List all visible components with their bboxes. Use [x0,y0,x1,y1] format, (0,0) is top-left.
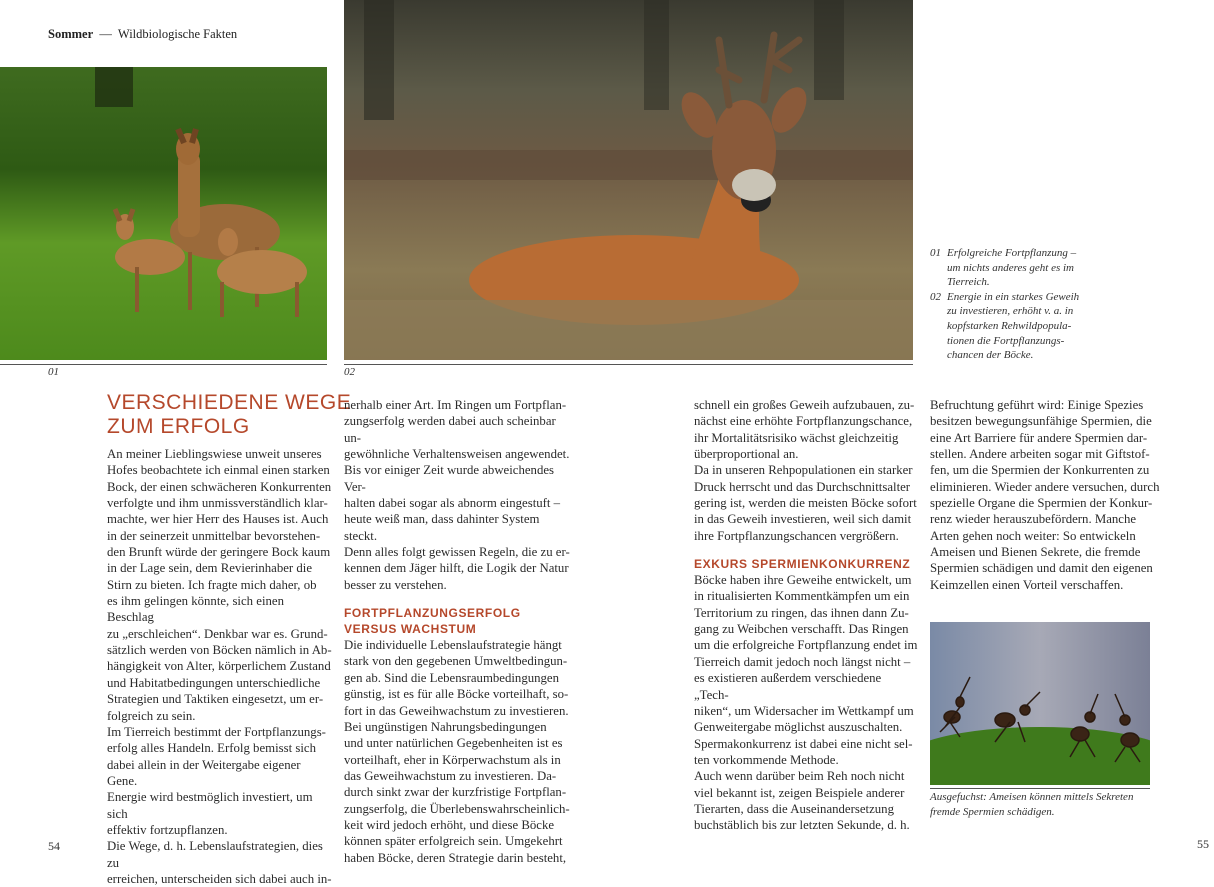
caption-01: 01 Erfolgreiche Fortpflanzung – um nichts anderes geht es im Tierreich. [930,247,1077,289]
figure-rule-ants [930,788,1150,789]
paragraph: Die Wege, d. h. Lebenslaufstrategien, dies zu erreichen, unterscheiden sich dabei auch in- [107,839,332,886]
text-column-3 [694,397,919,834]
photo-captions [930,246,1100,363]
text-column-1 [107,446,332,887]
running-header [48,27,237,42]
paragraph: nerhalb einer Art. Im Ringen um Fortpflan- zungserfolg werden dabei auch scheinbar un- gewöhnliche Verhaltensweisen angewendet. Bis vor einiger Zeit wurde abweichendes Ver- halten dabei sogar als abnorm eingestuft – heute weiß man, dass dahinter System steckt. Denn alles folgt gewissen Regeln, die zu er- kennen dem Jäger hilft, die Logik der Natur besser zu verstehen. [344,398,570,592]
paragraph: Auch wenn darüber beim Reh noch nicht viel bekannt ist, zeigen Beispiele anderer Tierarten, dass die Auseinandersetzung buchstäblich bis zur letzten Sekunde, d. h. [694,769,910,833]
subheading-sperm-competition: EXKURS SPERMIENKONKURRENZ [694,557,911,572]
page-number-right: 55 [1197,837,1209,851]
figure-label-02: 02 [344,366,355,378]
header-separator: — [99,27,112,41]
photo-doe-with-fawns [0,67,327,360]
article-title: VERSCHIEDENE WEGE ZUM ERFOLG [107,391,352,438]
caption-02: 02 Energie in ein starkes Geweih zu investieren, erhöht v. a. in kopfstarken Rehwildpopula- tionen die Fortpflanzungs- chancen der Böcke. [930,290,1080,362]
paragraph: Böcke haben ihre Geweihe entwickelt, um in ritualisierten Kommentkämpfen um ein Territorium zu ringen, das ihnen dann Zu- gang zu Weibchen verschafft. Das Ringen um die erfolgreiche Fortpflanzung endet im Tierreich damit jedoch noch längst nicht – es existieren außerdem verschiedene „Tech- niken“, um Widersacher im Wettkampf um Genweitergabe möglichst auszuschalten. Spermakonkurrenz ist dabei eine nicht sel- ten vorkommende Methode. [694,573,918,767]
photo-roe-buck-resting [344,0,913,360]
text-column-4 [930,397,1160,593]
paragraph: Da in unseren Rehpopulationen ein starker Druck herrscht und das Durchschnittsalter gering ist, werden die meisten Böcke sofort in das Geweih investieren, weil sich damit ihre Fortpflanzungschancen vergrößern. [694,463,917,543]
figure-label-01: 01 [48,366,59,378]
figure-rule-02 [344,364,913,365]
caption-ants: Ausgefuchst: Ameisen können mittels Sekreten fremde Spermien schädigen. [930,791,1134,818]
paragraph: schnell ein großes Geweih aufzubauen, zu- nächst eine erhöhte Fortpflanzungschance, ihr Mortalitätsrisiko wächst gleichzeitig überproportional an. [694,398,915,462]
header-subtitle: Wildbiologische Fakten [117,27,238,41]
subheading-growth: FORTPFLANZUNGSERFOLG VERSUS WACHSTUM [344,606,521,637]
header-section: Sommer [48,27,94,41]
photo-ants [930,622,1150,785]
paragraph: An meiner Lieblingswiese unweit unseres Hofes beobachtete ich einmal einen starken Bock, der einen schwächeren Konkurrenten verfolgte und ihm unmissverständlich klar- machte, wer hier Herr des Hauses ist. Auch in der seinerzeit unmittelbar bevorstehen- den Brunft würde der geringere Bock kaum in der Lage sein, dem Revierinhaber die Stirn zu bieten. Ich fragte mich daher, ob es ihm gelingen könnte, sich einen Beschlag zu „erschleichen“. Denkbar war es. Grund- sätzlich werden von Böcken nämlich in Ab- hängigkeit von Alter, körperlichem Zustand und Habitatbedingungen unterschiedliche Strategien und Taktiken eingesetzt, um er- folgreich zu sein. [107,447,332,723]
text-column-2 [344,397,574,866]
figure-rule-01 [0,364,327,365]
paragraph: Befruchtung geführt wird: Einige Spezies besitzen bewegungsunfähige Spermien, die eine Art Barriere für andere Spermien dar- stellen. Andere arbeiten sogar mit Giftstof- fen, um die Spermien der Konkurrenten zu eliminieren. Wieder andere versuchen, durch spezielle Organe die Spermien der Konkur- renz wieder herauszubefördern. Manche Arten gehen noch weiter: So entwickeln Ameisen und Bienen Sekrete, die fremde Spermien schädigen und damit den eigenen Keimzellen einen Vorteil verschaffen. [930,398,1160,592]
page-number-left: 54 [48,839,60,853]
paragraph: Im Tierreich bestimmt der Fortpflanzungs- erfolg alles Handeln. Erfolg bemisst sich dabei allein in der Weitergabe eigener Gene. Energie wird bestmöglich investiert, um sich effektiv fortzupflanzen. [107,724,326,837]
paragraph: Die individuelle Lebenslaufstrategie hängt stark von den gegebenen Umweltbedingun- gen ab. Sind die Lebensraumbedingungen günstig, ist es für alle Böcke vorteilhaft, so- fort in das Geweihwachstum zu investieren. Bei ungünstigen Nahrungsbedingungen und unter natürlichen Gegebenheiten ist es vorteilhaft, eher in Körperwachstum als in das Geweihwachstum zu investieren. Da- durch sinkt zwar der kurzfristige Fortpflan- zungserfolg, die Überlebenswahrscheinlich- keit wird jedoch erhöht, und diese Böcke können später erfolgreich sein. Umgekehrt haben Böcke, deren Strategie darin besteht, [344,638,570,865]
